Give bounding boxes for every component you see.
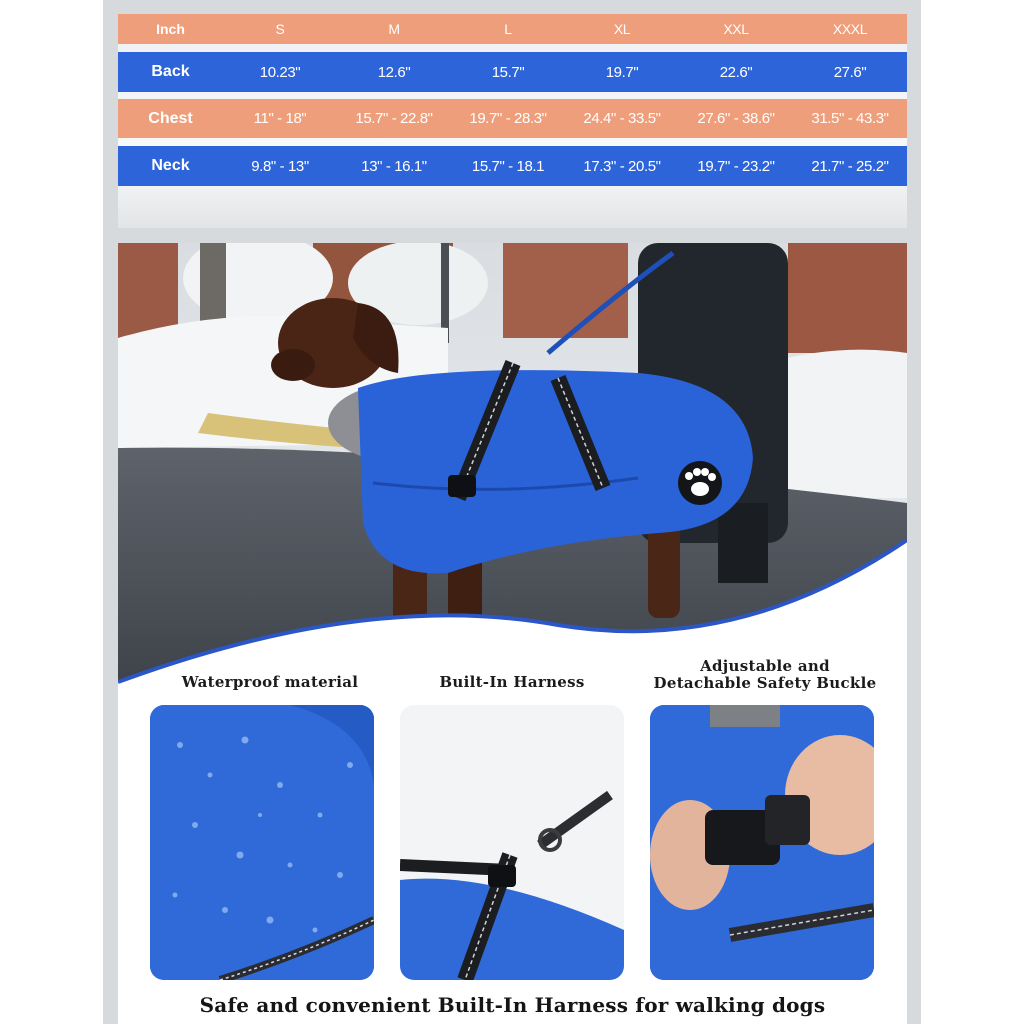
feature-image-buckle — [650, 705, 874, 980]
size-header-row — [118, 14, 907, 44]
feature-title-buckle-line2: Detachable Safety Buckle — [653, 674, 877, 692]
size-header-xxxl: XXXL — [832, 21, 868, 37]
buckle-illustration — [650, 705, 874, 980]
table-cell: 27.6" - 38.6" — [697, 110, 775, 127]
footer-caption: Safe and convenient Built-In Harness for walking dogs — [199, 993, 826, 1017]
paw-print-icon — [678, 461, 722, 505]
feature-image-harness — [400, 705, 624, 980]
feature-title-harness: Built-In Harness — [439, 673, 585, 691]
harness-illustration — [400, 705, 624, 980]
feature-title-buckle — [640, 658, 890, 692]
row-label: Chest — [148, 109, 193, 127]
size-header-l: L — [504, 21, 512, 37]
table-cell: 15.7" - 22.8" — [355, 110, 433, 127]
table-cell: 21.7" - 25.2" — [811, 157, 889, 175]
feature-image-waterproof — [150, 705, 374, 980]
table-cell: 13" - 16.1" — [361, 157, 427, 175]
feature-title-waterproof: Waterproof material — [181, 673, 359, 691]
size-header-label: Inch — [156, 21, 185, 37]
table-cell: 12.6" — [377, 63, 411, 81]
feature-title-buckle-line1: Adjustable and — [700, 657, 830, 675]
table-cell: 17.3" - 20.5" — [583, 157, 661, 175]
size-header-xxl: XXL — [723, 21, 749, 37]
table-cell: 19.7" - 28.3" — [469, 110, 547, 127]
size-header-xl: XL — [613, 21, 631, 37]
table-cell: 11" - 18" — [253, 110, 307, 127]
size-row-neck — [118, 146, 907, 186]
table-cell: 19.7" — [605, 63, 639, 81]
size-header-s: S — [275, 21, 285, 37]
table-cell: 15.7" - 18.1 — [471, 157, 545, 175]
table-cell: 22.6" — [719, 63, 753, 81]
size-header-m: M — [388, 21, 400, 37]
table-cell: 10.23" — [259, 63, 301, 81]
row-label: Neck — [151, 157, 190, 174]
row-label: Back — [151, 63, 190, 80]
water-droplets-illustration — [150, 705, 374, 980]
table-cell: 27.6" — [833, 63, 867, 81]
size-row-chest — [118, 99, 907, 138]
table-cell: 19.7" - 23.2" — [697, 157, 775, 175]
table-cell: 15.7" — [491, 63, 525, 81]
table-cell: 24.4" - 33.5" — [583, 110, 661, 127]
size-row-back — [118, 52, 907, 92]
table-cell: 31.5" - 43.3" — [811, 110, 889, 127]
table-cell: 9.8" - 13" — [251, 157, 309, 175]
